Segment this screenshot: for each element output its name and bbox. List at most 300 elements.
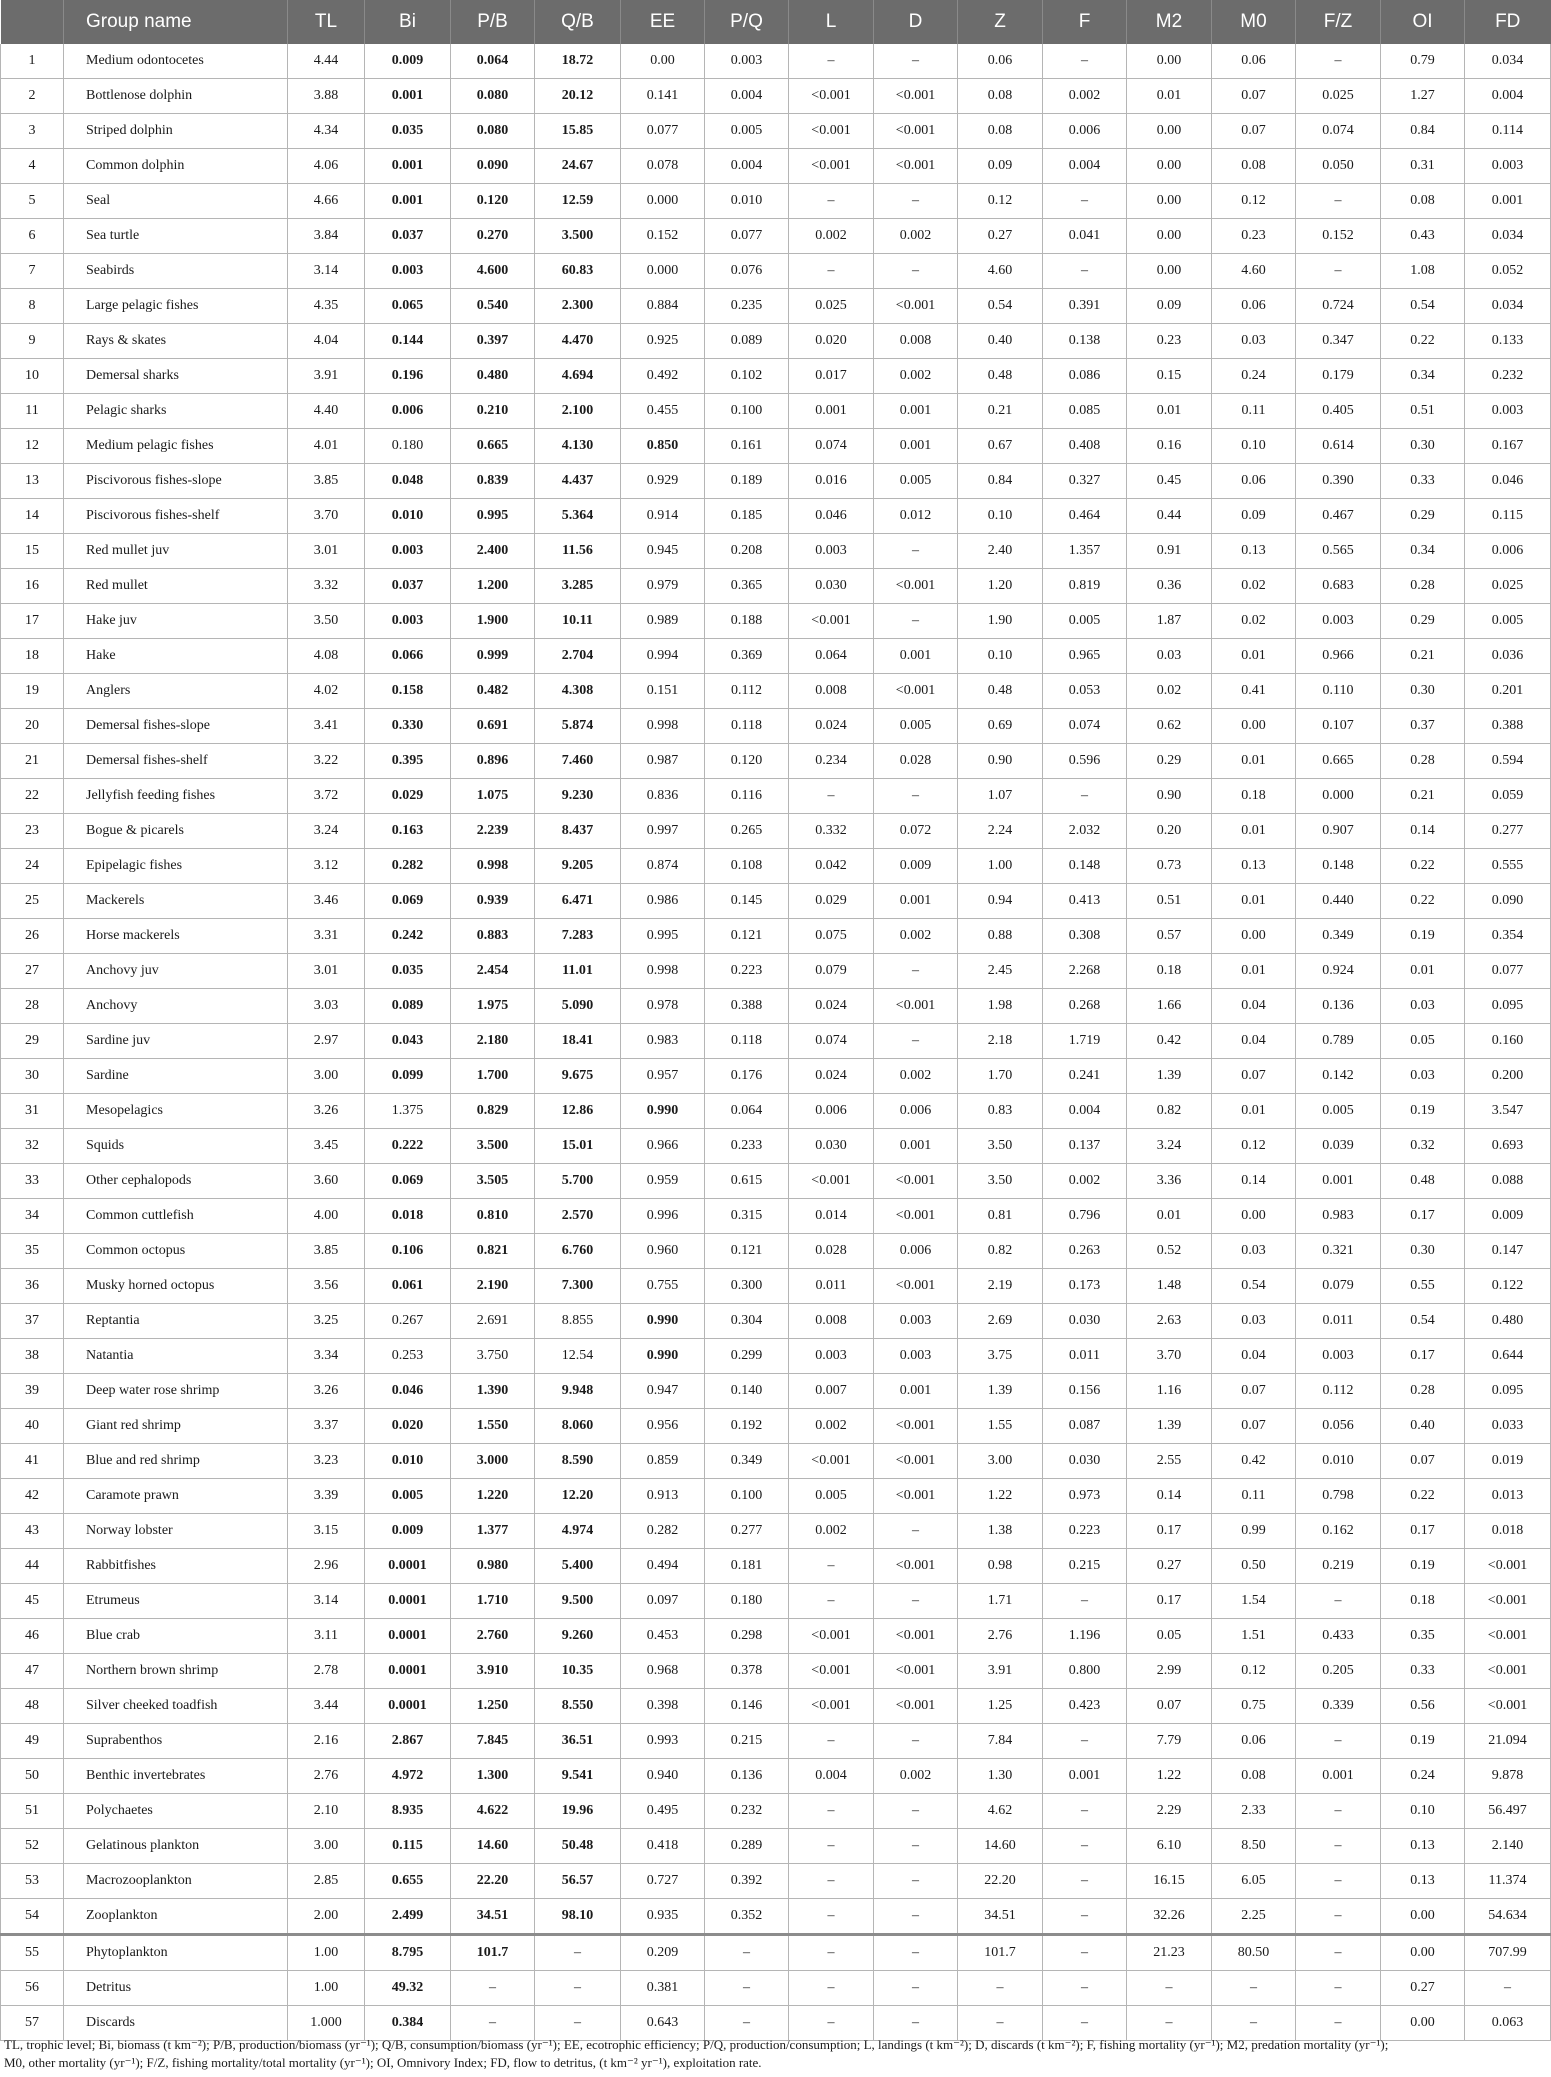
- row-number-cell: 53: [1, 1864, 64, 1899]
- table-cell: 0.00: [1381, 1899, 1465, 1935]
- table-cell: 0.973: [1043, 1479, 1127, 1514]
- column-header: F/Z: [1296, 0, 1381, 44]
- table-cell: 0.107: [1296, 709, 1381, 744]
- table-cell: 0.001: [789, 394, 874, 429]
- table-cell: 0.268: [1043, 989, 1127, 1024]
- table-cell: 0.009: [365, 44, 451, 79]
- table-cell: 0.07: [1127, 1689, 1212, 1724]
- table-cell: 1.300: [451, 1759, 535, 1794]
- column-header: D: [874, 0, 958, 44]
- table-cell: 1.22: [958, 1479, 1043, 1514]
- table-row: [1, 79, 1551, 114]
- table-row: [1, 919, 1551, 954]
- table-cell: –: [535, 1971, 621, 2006]
- table-cell: 0.979: [621, 569, 705, 604]
- table-cell: 0.27: [958, 219, 1043, 254]
- table-cell: 0.03: [1212, 324, 1296, 359]
- table-cell: –: [1043, 2006, 1127, 2041]
- row-number-cell: 57: [1, 2006, 64, 2041]
- table-cell: 0.005: [874, 709, 958, 744]
- table-cell: 0.167: [1465, 429, 1551, 464]
- row-number-cell: 48: [1, 1689, 64, 1724]
- row-number-cell: 39: [1, 1374, 64, 1409]
- table-cell: 0.00: [1127, 149, 1212, 184]
- table-cell: 0.924: [1296, 954, 1381, 989]
- table-cell: 2.97: [288, 1024, 365, 1059]
- table-cell: 0.222: [365, 1129, 451, 1164]
- row-number-cell: 52: [1, 1829, 64, 1864]
- table-cell: 0.025: [1465, 569, 1551, 604]
- table-cell: 21.23: [1127, 1935, 1212, 1971]
- table-cell: 0.996: [621, 1199, 705, 1234]
- table-cell: 9.878: [1465, 1759, 1551, 1794]
- table-cell: 4.44: [288, 44, 365, 79]
- table-cell: 3.11: [288, 1619, 365, 1654]
- table-cell: 1.39: [1127, 1409, 1212, 1444]
- table-cell: 0.116: [705, 779, 789, 814]
- table-cell: <0.001: [1465, 1549, 1551, 1584]
- table-cell: 0.215: [1043, 1549, 1127, 1584]
- table-cell: 3.50: [958, 1129, 1043, 1164]
- row-number-cell: 18: [1, 639, 64, 674]
- table-cell: –: [874, 954, 958, 989]
- table-row: [1, 814, 1551, 849]
- table-cell: 0.001: [874, 884, 958, 919]
- table-cell: 0.003: [365, 534, 451, 569]
- table-cell: 7.283: [535, 919, 621, 954]
- table-cell: 3.24: [1127, 1129, 1212, 1164]
- table-cell: 0.665: [1296, 744, 1381, 779]
- table-row: [1, 1619, 1551, 1654]
- table-cell: 0.30: [1381, 674, 1465, 709]
- table-cell: 12.59: [535, 184, 621, 219]
- table-cell: 0.196: [365, 359, 451, 394]
- table-cell: 0.012: [874, 499, 958, 534]
- column-header: Group name: [64, 0, 288, 44]
- table-cell: 0.201: [1465, 674, 1551, 709]
- table-cell: 80.50: [1212, 1935, 1296, 1971]
- table-cell: 0.03: [1212, 1234, 1296, 1269]
- table-cell: 0.09: [1127, 289, 1212, 324]
- table-cell: 0.01: [1212, 954, 1296, 989]
- table-cell: 0.18: [1381, 1584, 1465, 1619]
- table-cell: 0.960: [621, 1234, 705, 1269]
- table-cell: 3.25: [288, 1304, 365, 1339]
- table-cell: 0.398: [621, 1689, 705, 1724]
- table-cell: 0.44: [1127, 499, 1212, 534]
- table-cell: –: [874, 44, 958, 79]
- group-name-cell: Common dolphin: [64, 149, 288, 184]
- table-cell: –: [874, 1899, 958, 1935]
- table-cell: 0.034: [1465, 44, 1551, 79]
- table-cell: 0.180: [705, 1584, 789, 1619]
- table-cell: 56.497: [1465, 1794, 1551, 1829]
- table-cell: 12.20: [535, 1479, 621, 1514]
- table-cell: 0.118: [705, 709, 789, 744]
- table-row: [1, 324, 1551, 359]
- table-cell: 20.12: [535, 79, 621, 114]
- group-name-cell: Zooplankton: [64, 1899, 288, 1935]
- table-cell: –: [789, 1971, 874, 2006]
- table-cell: 0.122: [1465, 1269, 1551, 1304]
- row-number-cell: 11: [1, 394, 64, 429]
- table-cell: –: [874, 1724, 958, 1759]
- table-cell: 0.998: [451, 849, 535, 884]
- table-row: [1, 604, 1551, 639]
- table-cell: 0.418: [621, 1829, 705, 1864]
- table-cell: 0.23: [1212, 219, 1296, 254]
- table-cell: 0.151: [621, 674, 705, 709]
- table-cell: 0.141: [621, 79, 705, 114]
- table-cell: 0.079: [1296, 1269, 1381, 1304]
- table-cell: 0.002: [874, 219, 958, 254]
- table-cell: 0.136: [1296, 989, 1381, 1024]
- table-cell: 0.163: [365, 814, 451, 849]
- row-number-cell: 38: [1, 1339, 64, 1374]
- column-header: L: [789, 0, 874, 44]
- table-cell: 0.810: [451, 1199, 535, 1234]
- table-body: [1, 44, 1551, 2041]
- table-cell: 1.51: [1212, 1619, 1296, 1654]
- table-cell: 0.223: [1043, 1514, 1127, 1549]
- table-cell: 0.299: [705, 1339, 789, 1374]
- table-cell: 0.693: [1465, 1129, 1551, 1164]
- table-cell: 2.55: [1127, 1444, 1212, 1479]
- table-cell: 7.84: [958, 1724, 1043, 1759]
- group-name-cell: Rabbitfishes: [64, 1549, 288, 1584]
- row-number-cell: 54: [1, 1899, 64, 1935]
- table-cell: 1.900: [451, 604, 535, 639]
- table-cell: –: [789, 1864, 874, 1899]
- table-cell: 0.28: [1381, 1374, 1465, 1409]
- group-name-cell: Mesopelagics: [64, 1094, 288, 1129]
- table-cell: 0.003: [789, 1339, 874, 1374]
- table-cell: 0.018: [1465, 1514, 1551, 1549]
- table-cell: 0.282: [621, 1514, 705, 1549]
- group-name-cell: Detritus: [64, 1971, 288, 2006]
- table-cell: 0.724: [1296, 289, 1381, 324]
- table-cell: 0.54: [1381, 289, 1465, 324]
- table-cell: 0.099: [365, 1059, 451, 1094]
- table-cell: 0.24: [1381, 1759, 1465, 1794]
- table-cell: 1.250: [451, 1689, 535, 1724]
- table-cell: 0.003: [705, 44, 789, 79]
- table-cell: 3.547: [1465, 1094, 1551, 1129]
- table-cell: 1.27: [1381, 79, 1465, 114]
- table-cell: 0.14: [1127, 1479, 1212, 1514]
- table-row: [1, 1304, 1551, 1339]
- group-name-cell: Blue and red shrimp: [64, 1444, 288, 1479]
- table-cell: 2.454: [451, 954, 535, 989]
- table-cell: 0.91: [1127, 534, 1212, 569]
- table-cell: 3.41: [288, 709, 365, 744]
- table-cell: 2.190: [451, 1269, 535, 1304]
- table-cell: 0.095: [1465, 1374, 1551, 1409]
- table-cell: 0.112: [705, 674, 789, 709]
- table-cell: –: [789, 1899, 874, 1935]
- table-cell: 0.339: [1296, 1689, 1381, 1724]
- table-cell: 0.989: [621, 604, 705, 639]
- table-cell: 0.48: [958, 359, 1043, 394]
- table-cell: 0.42: [1127, 1024, 1212, 1059]
- table-cell: 0.002: [1043, 1164, 1127, 1199]
- table-cell: <0.001: [874, 79, 958, 114]
- table-cell: 0.304: [705, 1304, 789, 1339]
- table-cell: 0.13: [1212, 534, 1296, 569]
- table-cell: 0.73: [1127, 849, 1212, 884]
- table-cell: –: [789, 1935, 874, 1971]
- table-cell: –: [1043, 184, 1127, 219]
- table-row: [1, 359, 1551, 394]
- table-cell: 1.54: [1212, 1584, 1296, 1619]
- group-name-cell: Polychaetes: [64, 1794, 288, 1829]
- table-cell: 0.29: [1127, 744, 1212, 779]
- table-cell: –: [1127, 1971, 1212, 2006]
- table-cell: 3.01: [288, 534, 365, 569]
- table-cell: 0.097: [621, 1584, 705, 1619]
- table-cell: 0.025: [789, 289, 874, 324]
- table-cell: 4.974: [535, 1514, 621, 1549]
- table-cell: 2.760: [451, 1619, 535, 1654]
- column-header: P/Q: [705, 0, 789, 44]
- table-cell: 2.00: [288, 1899, 365, 1935]
- table-cell: 3.00: [958, 1444, 1043, 1479]
- row-number-cell: 14: [1, 499, 64, 534]
- table-cell: 4.06: [288, 149, 365, 184]
- table-cell: 3.36: [1127, 1164, 1212, 1199]
- table-cell: 0.241: [1043, 1059, 1127, 1094]
- table-cell: 10.35: [535, 1654, 621, 1689]
- table-cell: <0.001: [789, 79, 874, 114]
- table-cell: 49.32: [365, 1971, 451, 2006]
- row-number-cell: 31: [1, 1094, 64, 1129]
- table-cell: 0.62: [1127, 709, 1212, 744]
- group-name-cell: Demersal sharks: [64, 359, 288, 394]
- table-row: [1, 1129, 1551, 1164]
- table-cell: 0.002: [789, 1409, 874, 1444]
- table-cell: <0.001: [874, 674, 958, 709]
- table-cell: 0.90: [958, 744, 1043, 779]
- row-number-cell: 51: [1, 1794, 64, 1829]
- table-cell: 0.041: [1043, 219, 1127, 254]
- table-cell: –: [1043, 1794, 1127, 1829]
- table-cell: 0.388: [1465, 709, 1551, 744]
- table-cell: 0.07: [1212, 1409, 1296, 1444]
- table-cell: 0.156: [1043, 1374, 1127, 1409]
- table-cell: 0.180: [365, 429, 451, 464]
- table-cell: 0.82: [1127, 1094, 1212, 1129]
- row-number-cell: 47: [1, 1654, 64, 1689]
- table-cell: 10.11: [535, 604, 621, 639]
- table-cell: 0.665: [451, 429, 535, 464]
- table-cell: <0.001: [789, 1444, 874, 1479]
- table-cell: 0.27: [1381, 1971, 1465, 2006]
- row-number-cell: 4: [1, 149, 64, 184]
- table-cell: 0.158: [365, 674, 451, 709]
- table-cell: 0.080: [451, 114, 535, 149]
- table-cell: 0.0001: [365, 1619, 451, 1654]
- table-cell: 0.408: [1043, 429, 1127, 464]
- table-cell: 0.455: [621, 394, 705, 429]
- table-cell: 8.795: [365, 1935, 451, 1971]
- table-cell: 1.55: [958, 1409, 1043, 1444]
- table-cell: 0.829: [451, 1094, 535, 1129]
- table-cell: 3.45: [288, 1129, 365, 1164]
- table-cell: 4.08: [288, 639, 365, 674]
- table-cell: 0.980: [451, 1549, 535, 1584]
- table-cell: 0.002: [874, 919, 958, 954]
- table-cell: 0.006: [365, 394, 451, 429]
- table-cell: 0.121: [705, 919, 789, 954]
- table-cell: 0.990: [621, 1339, 705, 1374]
- table-cell: 0.235: [705, 289, 789, 324]
- table-cell: 0.30: [1381, 1234, 1465, 1269]
- table-header: [1, 0, 1551, 44]
- row-number-cell: 21: [1, 744, 64, 779]
- table-cell: 0.030: [1043, 1304, 1127, 1339]
- table-cell: 0.003: [874, 1339, 958, 1374]
- table-cell: 0.07: [1212, 1374, 1296, 1409]
- group-name-cell: Anchovy juv: [64, 954, 288, 989]
- table-cell: 0.28: [1381, 569, 1465, 604]
- table-cell: 1.700: [451, 1059, 535, 1094]
- table-row: [1, 744, 1551, 779]
- table-cell: 0.32: [1381, 1129, 1465, 1164]
- table-row: [1, 149, 1551, 184]
- table-cell: 0.079: [789, 954, 874, 989]
- table-cell: 7.845: [451, 1724, 535, 1759]
- table-cell: 0.88: [958, 919, 1043, 954]
- table-cell: 0.034: [1465, 219, 1551, 254]
- row-number-cell: 1: [1, 44, 64, 79]
- table-cell: –: [1296, 1794, 1381, 1829]
- table-cell: –: [789, 1794, 874, 1829]
- table-cell: 0.267: [365, 1304, 451, 1339]
- table-cell: 0.29: [1381, 499, 1465, 534]
- group-name-cell: Norway lobster: [64, 1514, 288, 1549]
- table-cell: 2.300: [535, 289, 621, 324]
- table-cell: 0.56: [1381, 1689, 1465, 1724]
- table-cell: –: [1296, 1864, 1381, 1899]
- table-cell: 0.242: [365, 919, 451, 954]
- table-cell: 2.180: [451, 1024, 535, 1059]
- group-name-cell: Sardine juv: [64, 1024, 288, 1059]
- table-cell: –: [1043, 779, 1127, 814]
- table-cell: 0.106: [365, 1234, 451, 1269]
- table-cell: 0.935: [621, 1899, 705, 1935]
- table-cell: 0.01: [1127, 394, 1212, 429]
- table-cell: 0.152: [1296, 219, 1381, 254]
- table-cell: 0.001: [874, 429, 958, 464]
- row-number-cell: 5: [1, 184, 64, 219]
- table-cell: 0.020: [365, 1409, 451, 1444]
- table-cell: 4.470: [535, 324, 621, 359]
- table-cell: –: [1296, 1829, 1381, 1864]
- row-number-cell: 30: [1, 1059, 64, 1094]
- table-cell: 0.077: [1465, 954, 1551, 989]
- column-header: [1, 0, 64, 44]
- table-cell: 0.01: [1212, 1094, 1296, 1129]
- table-cell: –: [1043, 1935, 1127, 1971]
- table-cell: 0.208: [705, 534, 789, 569]
- table-cell: 0.55: [1381, 1269, 1465, 1304]
- group-name-cell: Piscivorous fishes-shelf: [64, 499, 288, 534]
- table-cell: 0.253: [365, 1339, 451, 1374]
- table-row: [1, 1094, 1551, 1129]
- table-cell: 0.090: [1465, 884, 1551, 919]
- table-row: [1, 254, 1551, 289]
- table-cell: 4.130: [535, 429, 621, 464]
- table-cell: –: [874, 2006, 958, 2041]
- table-cell: 0.06: [1212, 44, 1296, 79]
- table-cell: 0.223: [705, 954, 789, 989]
- table-cell: 3.70: [288, 499, 365, 534]
- table-cell: 0.066: [365, 639, 451, 674]
- group-name-cell: Bogue & picarels: [64, 814, 288, 849]
- table-cell: 2.96: [288, 1549, 365, 1584]
- column-header: F: [1043, 0, 1127, 44]
- group-name-cell: Other cephalopods: [64, 1164, 288, 1199]
- table-cell: 0.884: [621, 289, 705, 324]
- table-cell: 0.423: [1043, 1689, 1127, 1724]
- table-cell: 3.505: [451, 1164, 535, 1199]
- row-number-cell: 20: [1, 709, 64, 744]
- table-cell: –: [874, 604, 958, 639]
- group-name-cell: Sea turtle: [64, 219, 288, 254]
- table-cell: 2.99: [1127, 1654, 1212, 1689]
- table-cell: 0.005: [1296, 1094, 1381, 1129]
- row-number-cell: 16: [1, 569, 64, 604]
- table-cell: 0.001: [1296, 1164, 1381, 1199]
- table-cell: 0.10: [958, 639, 1043, 674]
- table-cell: 0.796: [1043, 1199, 1127, 1234]
- table-cell: 0.02: [1212, 604, 1296, 639]
- table-cell: 8.935: [365, 1794, 451, 1829]
- table-cell: 0.378: [705, 1654, 789, 1689]
- table-row: [1, 569, 1551, 604]
- table-cell: 0.042: [789, 849, 874, 884]
- table-cell: 0.00: [1212, 709, 1296, 744]
- table-cell: 0.20: [1127, 814, 1212, 849]
- table-cell: 1.07: [958, 779, 1043, 814]
- table-cell: 0.02: [1212, 569, 1296, 604]
- table-cell: 0.074: [789, 429, 874, 464]
- table-row: [1, 1794, 1551, 1829]
- table-cell: 0.102: [705, 359, 789, 394]
- table-cell: 0.929: [621, 464, 705, 499]
- table-cell: –: [1212, 2006, 1296, 2041]
- group-name-cell: Piscivorous fishes-slope: [64, 464, 288, 499]
- table-cell: 0.142: [1296, 1059, 1381, 1094]
- table-cell: –: [874, 254, 958, 289]
- table-cell: 1.38: [958, 1514, 1043, 1549]
- table-cell: 3.00: [288, 1059, 365, 1094]
- table-cell: 0.30: [1381, 429, 1465, 464]
- table-cell: 0.234: [789, 744, 874, 779]
- table-cell: 8.550: [535, 1689, 621, 1724]
- row-number-cell: 8: [1, 289, 64, 324]
- table-cell: 3.44: [288, 1689, 365, 1724]
- table-cell: 0.008: [789, 1304, 874, 1339]
- table-cell: 0.024: [789, 989, 874, 1024]
- table-cell: 0.925: [621, 324, 705, 359]
- table-cell: 3.50: [288, 604, 365, 639]
- table-cell: 0.210: [451, 394, 535, 429]
- table-cell: –: [789, 1829, 874, 1864]
- table-cell: 0.22: [1381, 1479, 1465, 1514]
- table-cell: 0.983: [621, 1024, 705, 1059]
- table-row: [1, 779, 1551, 814]
